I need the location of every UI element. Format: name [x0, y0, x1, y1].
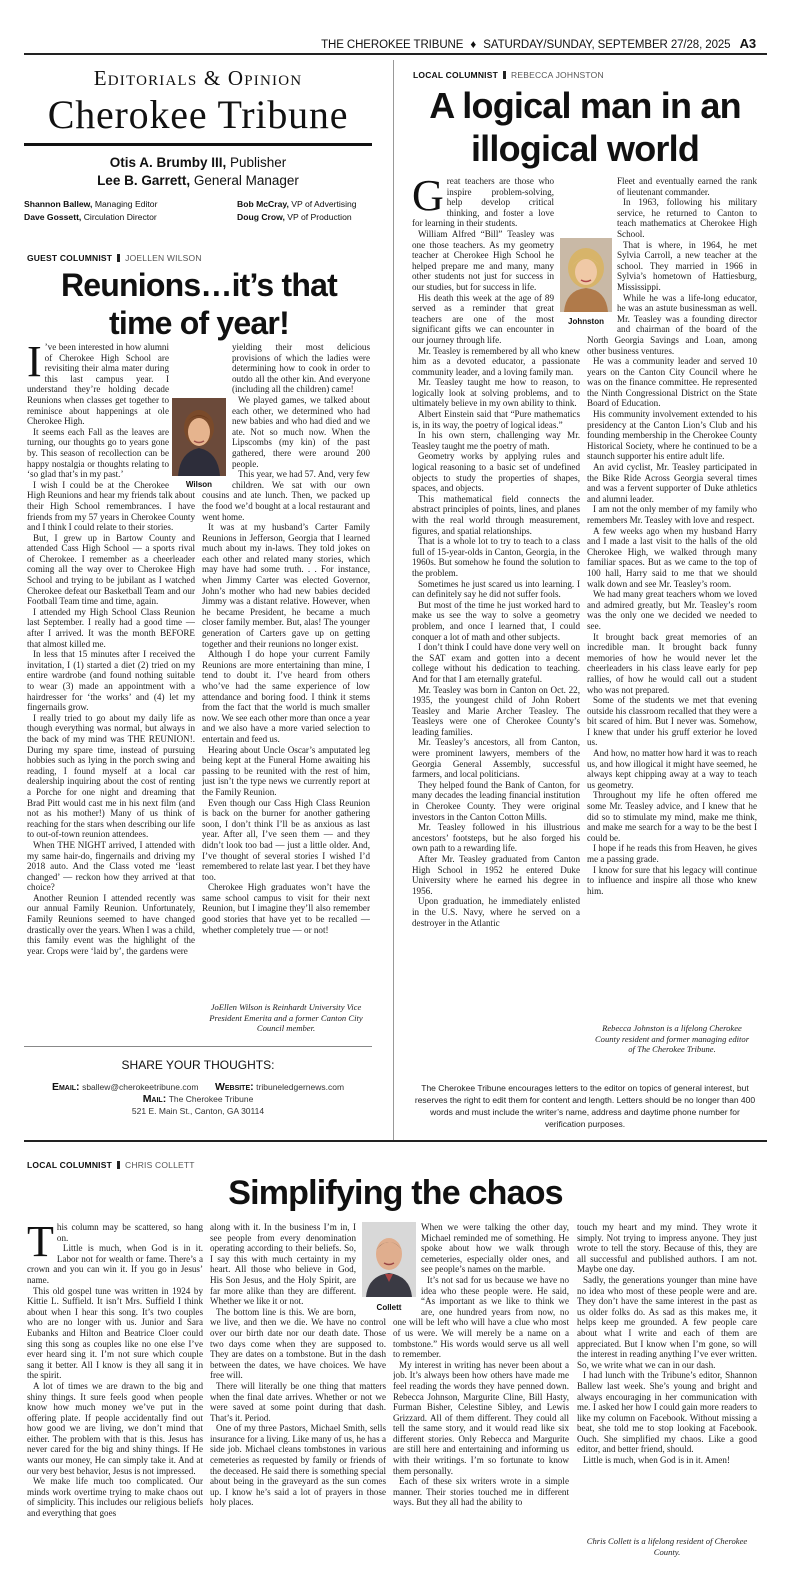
- paragraph: In less that 15 minutes after I received the invitation, I (1) started a diet (2) tried on my entire wardrobe (and found nothing suitable to wear (3) made an appointment with a hairdresser for ‘the works’ and (4) let my fingernails grow.: [27, 649, 195, 713]
- paragraph: Upon graduation, he immediately enlisted in the U.S. Navy, where he served on a destroyer in the Atlantic: [412, 896, 580, 928]
- guest-col-2: [202, 342, 370, 992]
- paragraph: This column may be scattered, so hang on.: [27, 1222, 203, 1266]
- paragraph: But, I grew up in Bartow County and attended Cass High School — a sports rival of Cherokee. I remember as a cheerleader coming all the way over to Cherokee High School and trying to be jubilant as I watched Cherokee defeat our Basketball Team and our Football Team time and time, again.: [27, 532, 195, 607]
- staff-circulation-director: Dave Gossett, Circulation Director: [24, 212, 157, 222]
- guest-kicker: GUEST COLUMNIST JOELLEN WILSON: [27, 253, 202, 263]
- paragraph: Geometry works by applying rules and logical reasoning to a basic set of undefined objects to study the properties of shapes, spaces, and objects.: [412, 451, 580, 494]
- paragraph: We played games, we talked about each other, we determined who had new babies and who had died and we ate. Not so much now. When the Lipscombs (my kin) of the past gathered, there were around 200 people.: [232, 394, 370, 469]
- section-title: Editorials & Opinion: [93, 66, 303, 90]
- paragraph: William Alfred “Bill” Teasley was one those teachers. As my geometry teacher at Cherokee High School he helped prepare me and many, many other students not just for success in our studies, but for success in life.: [412, 228, 554, 292]
- paragraph: His death this week at the age of 89 served as a reminder that great teachers are one of the most significant gifts we can encounter in our journey through life.: [412, 292, 554, 345]
- paragraph: That is a whole lot to try to teach to a class full of 15-year-olds in Canton, Georgia, in the 1960s. But somehow he found the solution to the problem.: [412, 536, 580, 578]
- wilson-photo: [172, 398, 226, 476]
- paragraph: It was at my husband’s Carter Family Reunions in Jefferson, Georgia that I learned much about my in-laws. They told jokes on each other and related many stories, which may have had some truth. . . For instance, when Jimmy Carter was elected Governor, John’s mother who had new babies decided Jimmy was a distant relative. However, when he became President, he became a much closer family member. But, alas! The younger generation of Carters gave up on getting together and their reunions no longer exist.: [202, 522, 370, 649]
- paragraph: And how, no matter how hard it was to reach us, and how illogical it might have seemed, he always kept chipping away at a way to teach us geometry.: [587, 748, 757, 790]
- paragraph: I ’ve been interested in how alumni of Cherokee High School are revisiting their alma mater during this last campus year. I understand they’re holding decade Reunions when classes get together to reminisce about happenings at ole Cherokee High.: [27, 342, 169, 427]
- portrait-icon: [362, 1222, 416, 1297]
- gm-title: General Manager: [193, 173, 299, 188]
- diamond-separator: ♦: [470, 39, 477, 51]
- mail-label: Mail:: [142, 1093, 167, 1105]
- email-label: Email:: [51, 1081, 80, 1093]
- share-title: SHARE YOUR THOUGHTS:: [121, 1058, 275, 1072]
- collett-col-3: [393, 1222, 569, 1560]
- paragraph: Fleet and eventually earned the rank of lieutenant commander.: [617, 176, 757, 197]
- portrait-icon: [172, 398, 226, 476]
- paragraph: He was a community leader and served 10 years on the Canton City Council where he was on the finance committee. He represented the Ninth Congressional District on the State Board of Education.: [587, 356, 757, 409]
- paragraph: Cherokee High graduates won’t have the same school campus to visit for their next Reunion, but I imagine they’ll also remember good stories that have yet to be recalled — whether completely true — or not!: [202, 882, 370, 935]
- paragraph: An avid cyclist, Mr. Teasley participated in the Bike Ride Across Georgia several times and was a fervent supporter of Duke athletics and alumni leader.: [587, 462, 757, 504]
- collett-photo: [362, 1222, 416, 1297]
- guest-headline: Reunions…it’s that time of year!: [61, 267, 337, 341]
- publisher-name: Otis A. Brumby III,: [109, 155, 227, 170]
- paragraph: There will literally be one thing that matters when the final date arrives. Whether or not we were saved at some point during that dash. That’s it. Period.: [210, 1380, 386, 1423]
- paragraph: Mr. Teasley taught me how to reason, to logically look at solving problems, and to ultimately believe in my own ability to think.: [412, 377, 580, 409]
- paragraph: Mr. Teasley’s ancestors, all from Canton, were prominent lawyers, members of the Georgia General Assembly, successful farmers, and local politicians.: [412, 737, 580, 780]
- paragraph: In 1963, following his military service, he returned to Canton to teach mathematics at Cherokee High School.: [617, 197, 757, 239]
- paragraph: Little is much, when God is in it. Amen!: [583, 1455, 731, 1466]
- paragraph: When THE NIGHT arrived, I attended with my same hair-do, fingernails and driving my 2018 auto. And the Class voted me ‘least changed’ — reckon how they arrived at that choice?: [27, 839, 195, 893]
- paragraph: Sometimes he just scared us into learning. I can definitely say he did not suffer fools.: [412, 578, 580, 600]
- portrait-icon: [560, 238, 612, 312]
- paragraph: Mr. Teasley was born in Canton on Oct. 22, 1935, the youngest child of John Robert Teasley and Marie Archer Teasley. The Teasleys were one of Cherokee County’s leading families.: [412, 684, 580, 737]
- paragraph: along with it. In the business I’m in, I see people from every denomination operating according to their beliefs. So, I say this with much certainty in my heart. All those who believe in God, His Son Jesus, and the Holy Spirit, are far more alike than they are different. Whether we like it or not.: [210, 1222, 356, 1307]
- collett-caption: Collett: [376, 1303, 402, 1312]
- publisher-title: Publisher: [230, 155, 287, 170]
- drop-cap: I: [27, 342, 42, 386]
- paragraph: My interest in writing has never been about a job. It’s always been how others have made me feel reading the words they have penned down. Rebecca Johnson, Margurite Cline, Bill Hasty, Furman Bisher, Celestine Sibley, and Lewis Grizzard. All of them different. They could all tell the same story, and it would read like six different stories. Only Rebecca and Margurite are still here and entertaining and informing us with their writings. I’m so fortunate to know them personally.: [393, 1359, 569, 1476]
- paragraph: Each of these six writers wrote in a simple manner. Their stories touched me in different ways. But they all had the ability to: [393, 1476, 569, 1508]
- paragraph: I don’t think I could have done very well on the SAT exam and gotten into a decent college without his dedication to teaching. And for that I am eternally grateful.: [412, 642, 580, 684]
- paragraph: A lot of times we are drawn to the big and shiny things. It sure feels good when people know how much money we’ve put in the offering plate. If people accidentally find out how good we are living, we don’t mind that either. The problem with that is this. Jesus has never cared for the big and shiny things. If He wants our money, He can simply take it. And at our very best behavior, Jesus is not impressed.: [27, 1380, 203, 1476]
- johnston-kicker: LOCAL COLUMNIST REBECCA JOHNSTON: [413, 70, 604, 80]
- paragraph: This old gospel tune was written in 1924 by Kittie L. Suffield. It isn’t Mrs. Suffield I think about when I hear this song. It’s two couples who are no longer with us. Junior and Sara Eubanks and Hilton and Beatrice Cloer could sing this song as couples like no one else I’ve ever heard sing it. I’m not sure which couple sang it better. All I know is they all sang it in the spirit.: [27, 1285, 203, 1381]
- johnston-headline: A logical man in an illogical world: [429, 85, 741, 169]
- paragraph: Sadly, the generations younger than mine have no idea who most of these people were and are. They don’t have the same interest in the past as us older folks do. As sad as this makes me, it helps keep me grounded. A few people care about what I write and each of them are appreciated. But I know when I’m gone, so will the interest in reading anything I’ve ever written. So, we write what we can in our dash.: [577, 1274, 757, 1370]
- paragraph: His community involvement extended to his presidency at the Canton Lion’s Club and his founding membership in the Cherokee County Historical Society, where he continued to be a staunch supporter his entire adult life.: [587, 409, 757, 462]
- drop-cap: G: [412, 176, 444, 220]
- paragraph: I wish I could be at the Cherokee High Reunions and hear my friends talk about their High School remembrances. I have friends from my 57 years in Cherokee County and I think I could relate to their stories.: [27, 479, 195, 533]
- drop-cap: T: [27, 1222, 54, 1266]
- paragraph: They helped found the Bank of Canton, for many decades the leading financial institution in Cherokee County. They were original investors in the Canton Cotton Mills.: [412, 779, 580, 822]
- share-contacts: [24, 1081, 372, 1117]
- paragraph: I know for sure that his legacy will continue to influence and inspire all those who knew him.: [587, 864, 757, 896]
- paragraph: I had lunch with the Tribune’s editor, Shannon Ballew last week. She’s young and bright and always encouraging in her communication with me. I asked her how I could gain more readers to like my column on Facebook. Without missing a beat, she told me to stop looking at Facebook. Ouch. She simplified my chaos. Like a good editor, and better friend, should.: [577, 1370, 757, 1455]
- editorial-box: [24, 62, 372, 222]
- vertical-divider: [393, 60, 394, 1140]
- paragraph: Although I do hope your current Family Reunions are more entertaining than mine, I tend to doubt it. I’ve heard from others who’ve had the same experience of low attendance and boring food. I think it stems from the fact that the world is much smaller now. We see each other more than once a year and we also have a more varied selection to entertain and feed us.: [202, 649, 370, 744]
- staff-vp-production: Doug Crow, VP of Production: [237, 212, 352, 222]
- paragraph: The bottom line is this. We are born, we live, and then we die. We have no control over our birth date nor our death date. Those two days come when they are supposed to. They are dates on a tombstone. But in the dash between the dates, we have choices. We have free will.: [210, 1306, 386, 1381]
- nameplate: Cherokee Tribune: [47, 92, 349, 137]
- email-link[interactable]: sballew@cherokeetribune.com: [82, 1082, 199, 1092]
- paragraph: Hearing about Uncle Oscar’s amputated leg being kept at the Funeral Home awaiting his passing to be reunited with the rest of him, just isn’t the type news we currently report at the Family Reunion.: [202, 744, 370, 797]
- masthead-rule: [24, 53, 767, 55]
- paragraph: That is where, in 1964, he met Sylvia Carroll, a new teacher at the school. They married in 1966 in Sylvia’s hometown of Hattiesburg, Mississippi.: [617, 239, 757, 292]
- masthead-line: [321, 36, 756, 51]
- paragraph: When we were talking the other day, Michael reminded me of something. He spoke about how we walk through cemeteries, especially older ones, and see people’s names on the marble.: [421, 1222, 569, 1275]
- collett-col-4: [577, 1222, 757, 1522]
- johnston-bio: Rebecca Johnston is a lifelong Cherokee County resident and former managing editor of The Cherokee Tribune.: [594, 1023, 750, 1054]
- paragraph: After Mr. Teasley graduated from Canton High School in 1952 he entered Duke University where he earned his degree in 1956.: [412, 854, 580, 896]
- collett-col-1: [27, 1222, 203, 1560]
- staff-grid: [24, 199, 372, 222]
- paragraph: It seems each Fall as the leaves are turning, our thoughts go to years gone by. This season of recollection can be happy nostalgia or thoughts relating to ‘so glad that’s in my past.’: [27, 426, 169, 480]
- paragraph: I really tried to go about my daily life as though everything was normal, but always in the back of my mind was THE REUNION!. During my spare time, instead of pursuing hobbies such as lying in the porch swing and reading, I found myself at a local car dealership inquiring about the cost of renting a Porche for one night and dreaming that Brad Pitt would cast me in his next film (and not as his mother!) Many of us think of reaching for the stars when describing our life to out-of-town reunion attendees.: [27, 712, 195, 840]
- paragraph: Little is much, when God is in it. Labor not for wealth or fame. There’s a crown and you can win it. If you go in Jesus’ name.: [27, 1243, 203, 1285]
- paragraph: touch my heart and my mind. They wrote it simply. Not trying to impress anyone. They just wrote to tell the story. Because of this, they are all successful and published authors. I am not. Maybe one day.: [577, 1222, 757, 1275]
- page-number: A3: [739, 36, 756, 51]
- mail-address: 521 E. Main St., Canton, GA 30114: [131, 1106, 265, 1116]
- website-label: Website:: [214, 1081, 254, 1093]
- paragraph: Great teachers are those who inspire problem-solving, help develop critical thinking, and foster a love for learning in their students.: [412, 176, 554, 229]
- guest-bottom-rule: [24, 1046, 372, 1047]
- guest-col-1: [27, 342, 195, 997]
- paragraph: It brought back great memories of an incredible man. It brought back funny memories of how he would never let the cheerleaders in his class leave early for pep rallies, of how he would call out a student who was not prepared.: [587, 631, 757, 695]
- paragraph: One of my three Pastors, Michael Smith, sells insurance for a living. Like many of us, he has a side job. Michael cleans tombstones in various cemeteries as requested by family or friends of the deceased. He said there is something special about being in the graveyard as the sun comes up. I know he’s said a lot of prayers in those holy places.: [210, 1423, 386, 1508]
- issue-date: SATURDAY/SUNDAY, SEPTEMBER 27/28, 2025: [483, 39, 731, 51]
- collett-col-2: [210, 1222, 386, 1560]
- paragraph: It’s not sad for us because we have no idea who these people were. He said, “As important as we like to think we are, one hundred years from now, no one will be left who will have a clue who most of us were. We will merely be a name on a tombstone.” His words would serve us all well to remember.: [393, 1274, 569, 1360]
- johnston-col-2: [587, 176, 757, 991]
- paragraph: I hope if he reads this from Heaven, he gives me a passing grade.: [587, 843, 757, 864]
- nameplate-rule: [24, 143, 372, 146]
- paragraph: I attended my High School Class Reunion last September. I really had a good time — after I arrived. It was the month BEFORE that almost killed me.: [27, 606, 195, 649]
- staff-vp-advertising: Bob McCray, VP of Advertising: [237, 199, 357, 209]
- johnston-photo: [560, 238, 612, 312]
- staff-managing-editor: Shannon Ballew, Managing Editor: [24, 199, 158, 209]
- paragraph: Some of the students we met that evening outside his classroom recalled that they were a bit scared of him. But I never was. Somehow, I knew that under his gruff exterior he loved us.: [587, 695, 757, 748]
- paragraph: Another Reunion I attended recently was our annual Family Reunion. Unfortunately, Family Reunions seemed to have changed drastically over the years. When I was a child, this family event was the highlight of the year. Crops were ‘laid by’, the gardens were: [27, 892, 195, 956]
- collett-headline: Simplifying the chaos: [228, 1174, 563, 1212]
- wilson-caption: Wilson: [185, 480, 213, 489]
- guest-bio: JoEllen Wilson is Reinhardt University Vice President Emerita and a former Canton City Council member.: [209, 1002, 363, 1033]
- mail-value: The Cherokee Tribune: [168, 1094, 254, 1104]
- johnston-col-1: [412, 176, 580, 996]
- paragraph: Throughout my life he often offered me some Mr. Teasley advice, and I knew that he did so to stimulate my mind, make me think, and make me search for a way to be the best I could be.: [587, 790, 757, 843]
- paper-name: THE CHEROKEE TRIBUNE: [321, 39, 464, 51]
- paragraph: We had many great teachers whom we loved and admired greatly, but Mr. Teasley’s room was the only one we decided we needed to see.: [587, 589, 757, 631]
- paragraph: Mr. Teasley is remembered by all who knew him as a devoted educator, a passionate community leader, and a loving family man.: [412, 345, 580, 377]
- section-break-rule: [24, 1140, 767, 1142]
- publisher-line: [24, 155, 372, 170]
- paragraph: Albert Einstein said that “Pure mathematics is, in its way, the poetry of logical ideas.”: [412, 409, 580, 430]
- letters-policy: The Cherokee Tribune encourages letters to the editor on topics of general interest, but reserves the right to edit them for content and length. Letters should be no longer than 400 words and must include the writer’s name, address and daytime phone number for verification purposes.: [414, 1083, 756, 1129]
- paragraph: A few weeks ago when my husband Harry and I made a last visit to the halls of the old Cherokee High, we walked through many familiar spaces. But as we came to the top of 100 hall, Harry said to me that we should walk down and see Mr. Teasley’s room.: [587, 525, 757, 589]
- paragraph: Mr. Teasley followed in his illustrious ancestors’ footsteps, but he also forged his own path to a rewarding life.: [412, 822, 580, 854]
- gm-name: Lee B. Garrett,: [97, 173, 191, 188]
- paragraph: While he was a life-long educator, he was an astute businessman as well. Mr. Teasley was a founding director and chairman of the board of the North Georgia Savings and Loan, among other business ventures.: [587, 292, 757, 356]
- gm-line: [24, 173, 372, 188]
- paragraph: Even though our Cass High Class Reunion is back on the burner for another gathering soon, I don’t think I’ll be as anxious as last year. After all, I’ve seen them — and they didn’t look too bad — just a little older. And, I’ve thought of several stories I wished I’d remembered to relate last year. I bet they have too.: [202, 797, 370, 882]
- collett-bio: Chris Collett is a lifelong resident of Cherokee County.: [586, 1536, 748, 1557]
- paragraph: This year, we had 57. And, very few children. We sat with our own cousins and ate lunch. Then, we packed up the food we’d bought at a local restaurant and went home.: [202, 469, 370, 522]
- paragraph: In his own stern, challenging way Mr. Teasley taught me the poetry of math.: [412, 430, 580, 451]
- johnston-caption: Johnston: [568, 317, 604, 326]
- paragraph: We make life much too complicated. Our minds work overtime trying to make chaos out of simplicity. This includes our religious beliefs and everything that goes: [27, 1476, 203, 1519]
- website-link[interactable]: tribuneledgernews.com: [256, 1082, 345, 1092]
- paragraph: But most of the time he just worked hard to make us see the way to solve a geometry problem, and once I learned that, I could conquer a lot of math and other subjects.: [412, 599, 580, 642]
- paragraph: I am not the only member of my family who remembers Mr. Teasley with love and respect.: [587, 504, 757, 525]
- paragraph: yielding their most delicious provisions of which the ladies were determining how to cook in order to outdo all the other kin. And everyone (including all the children) came!: [232, 342, 370, 395]
- collett-kicker: LOCAL COLUMNIST CHRIS COLLETT: [27, 1160, 195, 1170]
- paragraph: This mathematical field connects the abstract principles of points, lines, and planes with the real world through measurement, figures, and spatial relationships.: [412, 493, 580, 536]
